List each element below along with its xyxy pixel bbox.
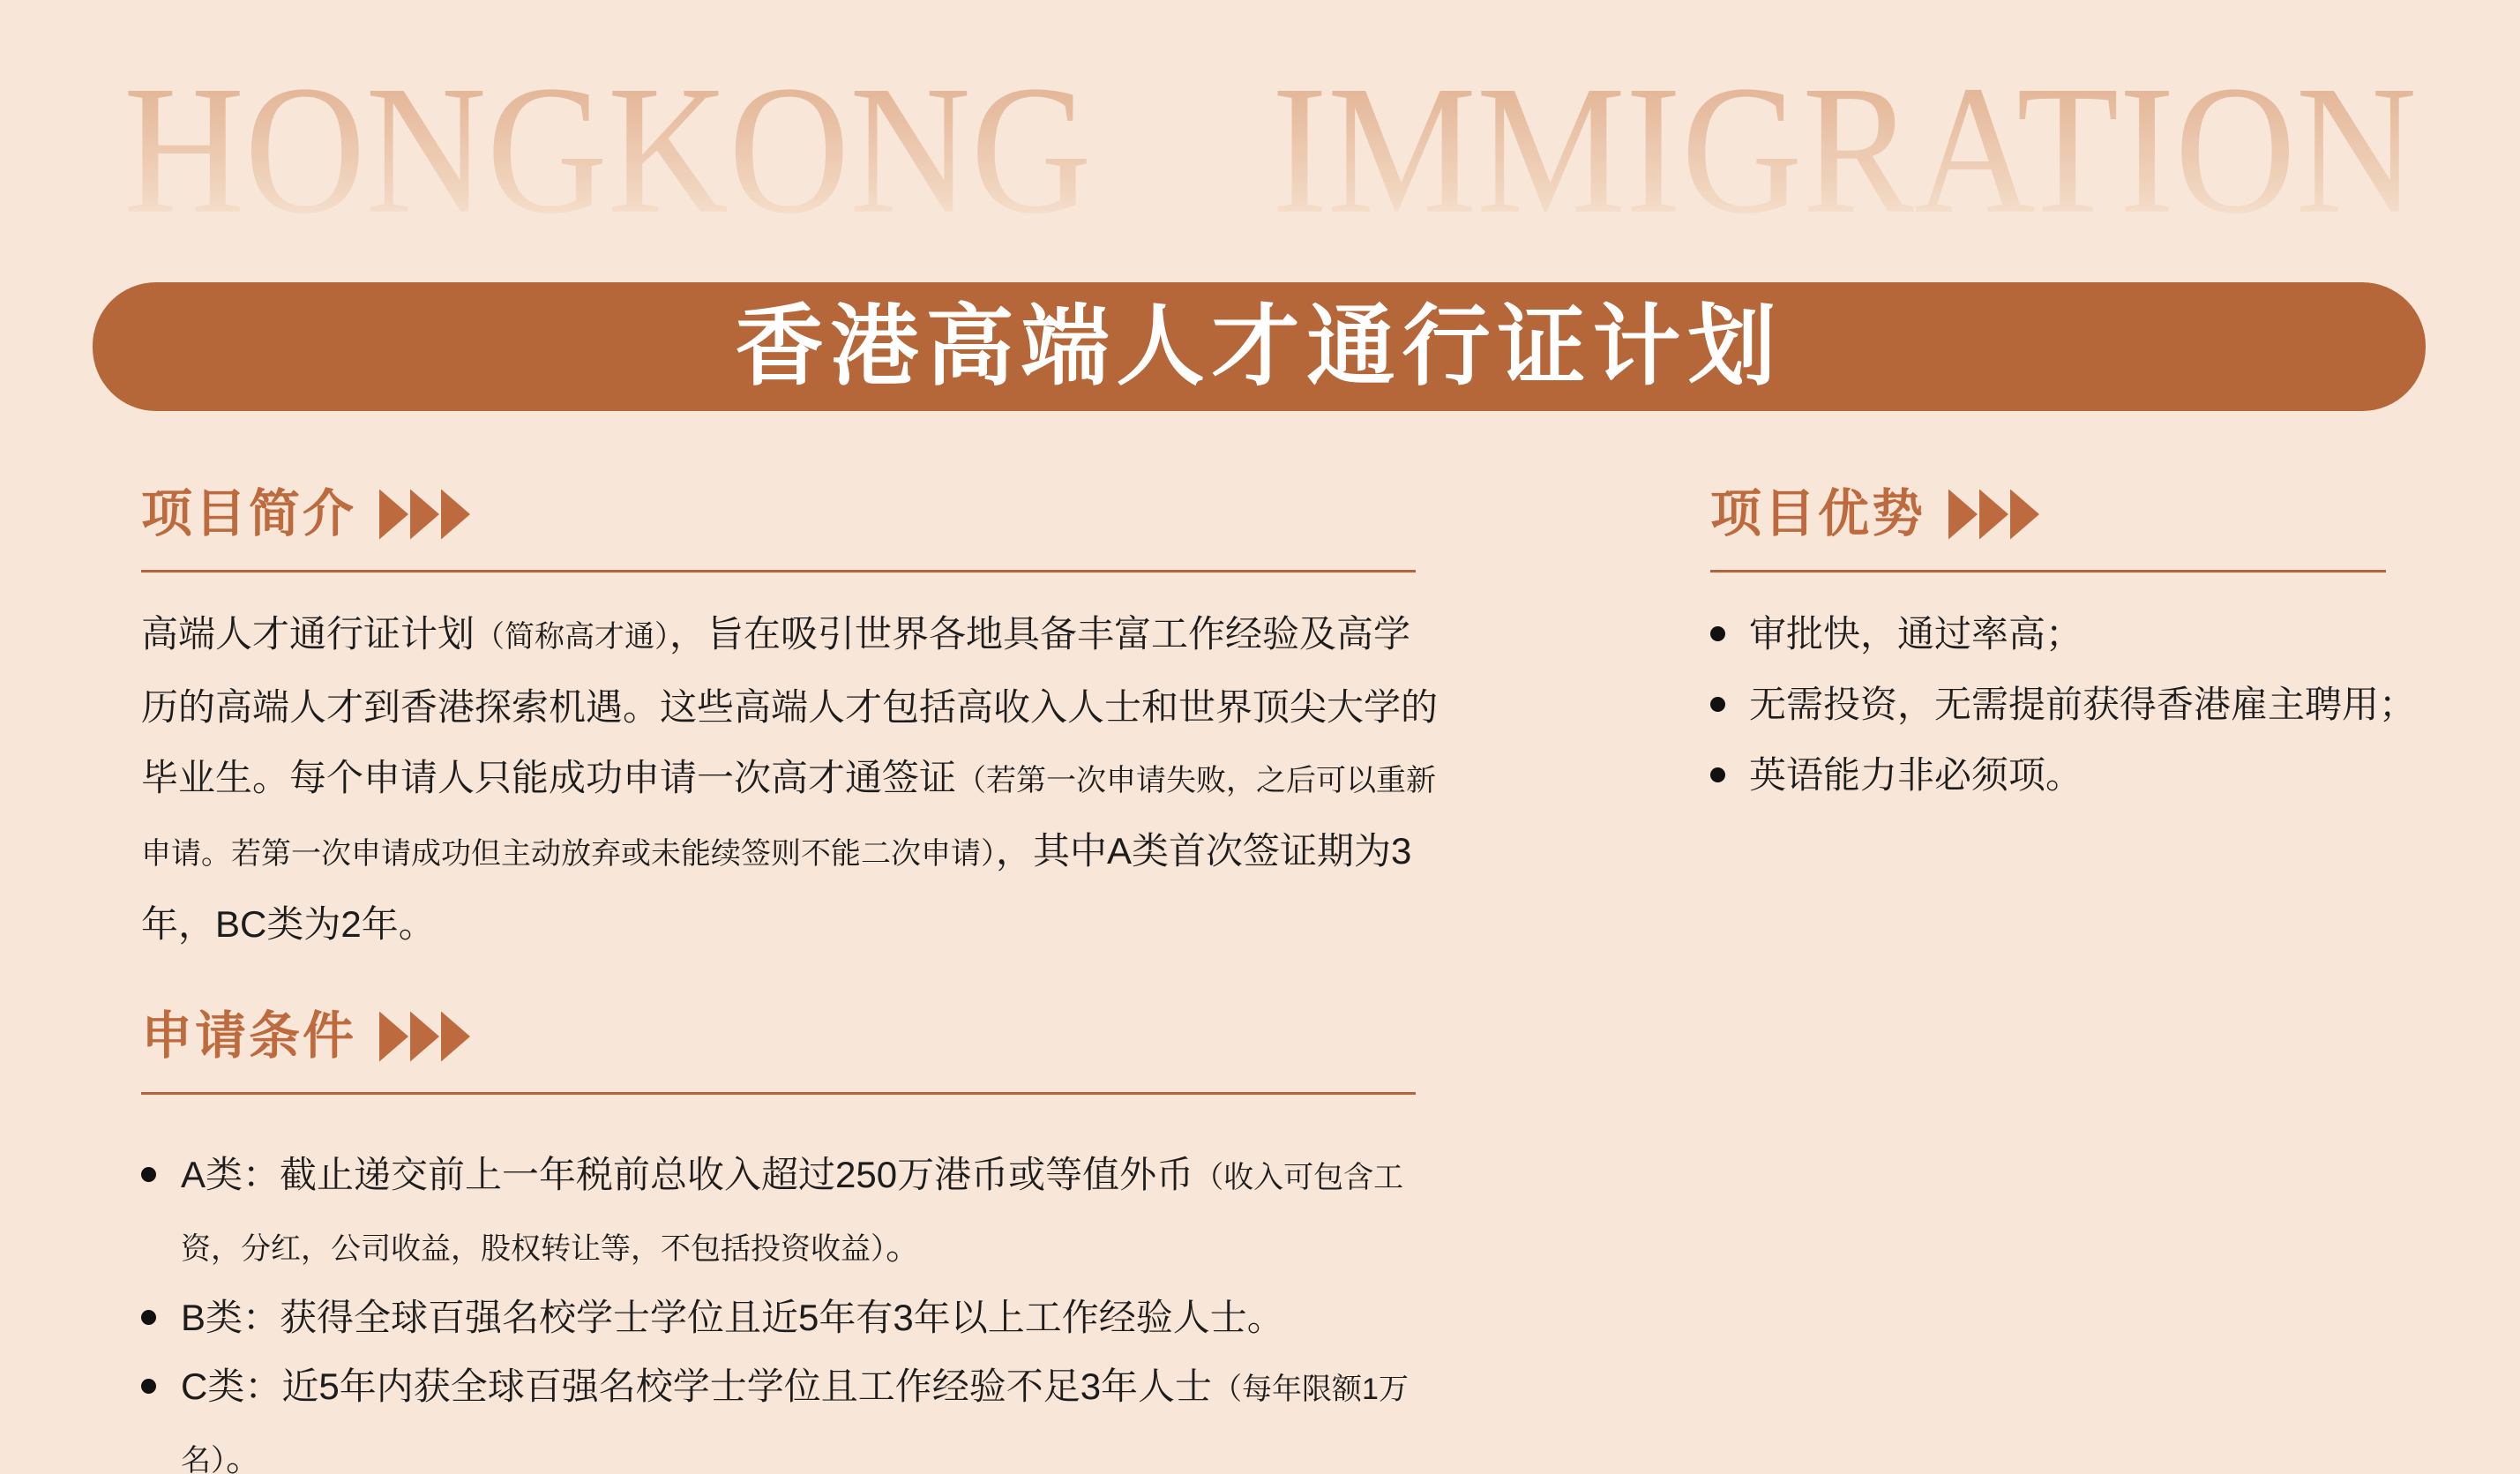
text-segment: 。	[226, 1437, 264, 1474]
watermark-text	[123, 49, 2417, 252]
conditions-heading-text: 申请条件	[141, 1007, 357, 1065]
advantages-heading-text: 项目优势	[1710, 485, 1926, 542]
list-item	[141, 1141, 1438, 1283]
arrow-icon	[379, 490, 408, 540]
arrow-icon	[1979, 490, 2008, 540]
arrow-icon	[379, 1012, 408, 1062]
title-banner	[93, 282, 2426, 411]
list-item	[1710, 740, 2416, 811]
triple-arrow-icon	[1948, 489, 2039, 540]
divider-line	[1710, 570, 2386, 572]
arrow-icon	[2010, 490, 2039, 540]
text-segment: （每年限额1万名）	[181, 1373, 1409, 1474]
section-conditions	[141, 1009, 1438, 1474]
list-item-text	[181, 1283, 1438, 1352]
text-segment: 无需投资，无需提前获得香港雇主聘用；	[1749, 684, 2417, 725]
text-segment: （简称高才通）	[475, 620, 670, 654]
bullet-dot-icon	[141, 1167, 156, 1182]
section-heading-intro	[141, 487, 1438, 542]
left-column	[141, 487, 1438, 1474]
text-segment: A类：截止递交前上一年税前总收入超过250万港币或等值外币	[181, 1154, 1194, 1195]
text-segment: 。	[886, 1225, 924, 1267]
arrow-icon	[441, 1012, 470, 1062]
text-segment: ，其中A类首次签证期为3年，BC类为2年。	[141, 830, 1412, 945]
intro-paragraph	[141, 599, 1438, 960]
arrow-icon	[441, 490, 470, 540]
list-item-text	[1749, 599, 2416, 670]
advantages-list	[1710, 599, 2416, 811]
list-item	[141, 1352, 1438, 1474]
list-item	[141, 1283, 1438, 1352]
watermark-word-immigration: IMMIGRATION	[1271, 49, 2417, 252]
bullet-dot-icon	[141, 1310, 156, 1325]
divider-line	[141, 1092, 1416, 1095]
intro-heading-text: 项目简介	[141, 485, 357, 542]
text-segment: （收入可包含工资，分红，公司收益，股权转让等，不包括投资收益）	[181, 1161, 1404, 1266]
list-item	[1710, 670, 2416, 740]
text-segment: （若第一次申请失败，之后可以重新申请。若第一次申请成功但主动放弃或未能续签则不能二次申请）	[141, 764, 1437, 871]
bullet-dot-icon	[1710, 697, 1725, 712]
text-segment: 审批快，通过率高；	[1749, 613, 2083, 655]
arrow-icon	[410, 490, 439, 540]
divider-line	[141, 570, 1416, 572]
text-segment: C类：近5年内获全球百强名校学士学位且工作经验不足3年人士	[181, 1366, 1213, 1407]
section-heading-conditions	[141, 1009, 1438, 1064]
poster-title: 香港高端人才通行证计划	[735, 297, 1783, 396]
list-item-text	[181, 1352, 1438, 1474]
conditions-list	[141, 1141, 1438, 1474]
text-segment: 英语能力非必须项。	[1749, 754, 2083, 796]
section-intro	[141, 487, 1438, 960]
text-segment: ，旨在吸引世界各地具备丰富工作经验及高学历的高端人才到香港探索机遇。这些高端人才包括高收入人士和世界顶尖大学的毕业生。每个申请人只能成功申请一次高才通签证	[141, 613, 1439, 798]
section-advantages	[1710, 487, 2416, 811]
right-column	[1710, 487, 2416, 811]
arrow-icon	[1948, 490, 1978, 540]
section-heading-advantages	[1710, 487, 2416, 542]
watermark-word-hongkong: HONGKONG	[123, 49, 1092, 252]
list-item-text	[1749, 740, 2416, 811]
triple-arrow-icon	[379, 1011, 470, 1062]
triple-arrow-icon	[379, 489, 470, 540]
bullet-dot-icon	[141, 1379, 156, 1394]
bullet-dot-icon	[1710, 767, 1725, 782]
list-item	[1710, 599, 2416, 670]
arrow-icon	[410, 1012, 439, 1062]
text-segment: B类：获得全球百强名校学士学位且近5年有3年以上工作经验人士。	[181, 1297, 1284, 1338]
list-item-text	[181, 1141, 1438, 1283]
bullet-dot-icon	[1710, 626, 1725, 641]
text-segment: 高端人才通行证计划	[141, 613, 475, 655]
list-item-text	[1749, 670, 2416, 740]
